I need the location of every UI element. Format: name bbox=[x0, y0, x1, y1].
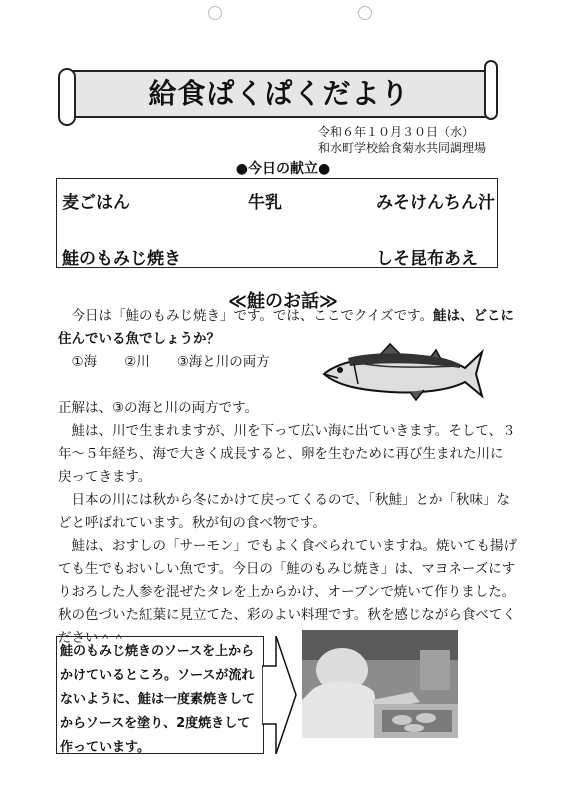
menu-item-rice: 麦ごはん bbox=[62, 193, 130, 213]
quiz-choices: ①海 ②川 ③海と川の両方 bbox=[58, 354, 270, 370]
story-heading: ≪鮭のお話≫ bbox=[228, 291, 338, 312]
paragraph-3-line-1: 日本の川には秋から冬にかけて戻ってくるので、「秋鮭」とか「秋味」な bbox=[58, 492, 510, 508]
paragraph-4-line-5: ださい＾＾ bbox=[58, 630, 126, 646]
paragraph-1-line-1 bbox=[58, 305, 515, 328]
school-name: 和水町学校給食菊水共同調理場 bbox=[318, 141, 487, 155]
quiz-question-start: 鮭は、どこに bbox=[433, 308, 515, 324]
caption-line: からソースを塗り、2度焼きして bbox=[60, 716, 251, 731]
paragraph-2-line-1: 鮭は、川で生まれますが、川を下って広い海に出ていきます。そして、３ bbox=[58, 423, 516, 439]
caption-line: 鮭のもみじ焼きのソースを上から bbox=[60, 644, 255, 659]
caption-line: 作っています。 bbox=[60, 740, 150, 755]
menu-item-soup: みそけんちん汁 bbox=[376, 193, 495, 213]
caption-line: ないように、鮭は一度素焼きして bbox=[60, 692, 256, 707]
menu-item-kombu: しそ昆布あえ bbox=[376, 249, 478, 269]
menu-item-milk: 牛乳 bbox=[248, 193, 282, 213]
paragraph-4-line-1: 鮭は、おすしの「サーモン」でもよく食べられていますね。焼いても揚げ bbox=[58, 538, 517, 554]
paragraph-2-line-2: 年～５年経ち、海で大きく成長すると、卵を生むために再び生まれた川に bbox=[58, 446, 504, 462]
photo-caption bbox=[60, 640, 260, 760]
binder-hole-right bbox=[358, 6, 372, 20]
paragraph-4-line-4: 秋の色づいた紅葉に見立てた、彩のよい料理です。秋を感じながら食べてく bbox=[58, 607, 516, 623]
newsletter-title: 給食ぱくぱくだより bbox=[148, 77, 410, 110]
menu-heading: ●今日の献立● bbox=[235, 161, 331, 177]
cooking-photo bbox=[302, 630, 458, 738]
caption-line: かけているところ。ソースが流れ bbox=[60, 668, 255, 683]
quiz-question-end: 住んでいる魚でしょうか？ bbox=[58, 331, 220, 347]
right-arrow-icon bbox=[262, 636, 298, 754]
quiz-answer: 正解は、③の海と川の両方です。 bbox=[58, 400, 259, 416]
paragraph-4-line-3: りおろした人参を混ぜたタレを上からかけ、オーブンで焼いて作りました。 bbox=[58, 584, 516, 600]
menu-item-salmon: 鮭のもみじ焼き bbox=[62, 249, 181, 269]
paragraph-4-line-2: ても生でもおいしい魚です。今日の「鮭のもみじ焼き」は、マヨネーズにす bbox=[58, 561, 516, 577]
binder-hole-left bbox=[208, 6, 222, 20]
quiz-intro: 今日は「鮭のもみじ焼き」です。では、ここでクイズです。 bbox=[58, 308, 434, 324]
paragraph-2-line-3: 戻ってきます。 bbox=[58, 469, 152, 485]
salmon-illustration bbox=[320, 342, 484, 402]
issue-date: 令和６年１０月３０日（水） bbox=[318, 125, 475, 139]
paragraph-3-line-2: どと呼ばれています。秋が旬の食べ物です。 bbox=[58, 515, 326, 531]
